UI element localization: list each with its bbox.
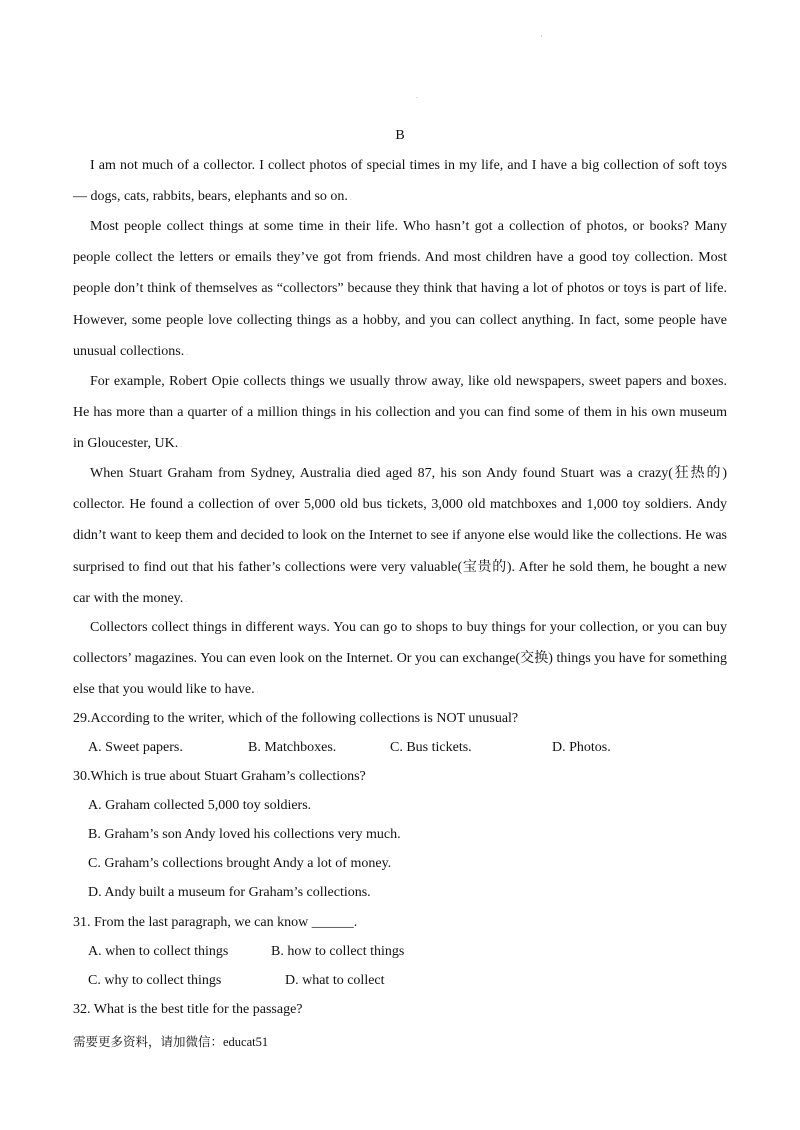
question-30-option-b: B. Graham’s son Andy loved his collections very much. <box>88 827 401 842</box>
question-30-option-d: D. Andy built a museum for Graham’s collections. <box>88 885 371 900</box>
question-30-option-a: A. Graham collected 5,000 toy soldiers. <box>88 798 312 813</box>
stray-mark: ' <box>541 34 543 42</box>
question-30-option-c: C. Graham’s collections brought Andy a lot of money. <box>88 856 392 871</box>
question-31-option-d: D. what to collect <box>285 973 385 988</box>
question-29-option-b: B. Matchboxes. <box>248 740 337 755</box>
question-31-stem: 31. From the last paragraph, we can know ______. <box>73 915 358 930</box>
question-32-stem: 32. What is the best title for the passage? <box>73 1002 303 1017</box>
question-31-option-c: C. why to collect things <box>88 973 222 988</box>
passage-paragraph: For example, Robert Opie collects things we usually throw away, like old newspapers, sweet papers and boxes. He has more than a quarter of a million things in his collection and you can find some of them in his own museum in Gloucester, UK. . <box>73 374 727 452</box>
question-30-stem: 30.Which is true about Stuart Graham’s collections? <box>73 769 366 784</box>
question-29-option-a: A. Sweet papers. <box>88 740 183 755</box>
passage-paragraph: Collectors collect things in different ways. You can go to shops to buy things for your collection, or you can buy collectors’ magazines. You can even look on the Internet. Or you can exchange(交换) things you have for something else that you would like to have. . <box>73 620 727 698</box>
stray-mark: . <box>416 92 418 100</box>
section-label: B <box>395 128 405 143</box>
footer-note: 需要更多资料，请加微信：educat51 <box>73 1035 269 1049</box>
question-29-stem: 29.According to the writer, which of the following collections is NOT unusual? <box>73 711 519 726</box>
question-31-option-a: A. when to collect things <box>88 944 229 959</box>
passage-paragraph: I am not much of a collector. I collect photos of special times in my life, and I have a big collection of soft toys — dogs, cats, rabbits, bears, elephants and so on. . <box>73 158 727 205</box>
question-31-option-b: B. how to collect things <box>271 944 405 959</box>
passage-paragraph: When Stuart Graham from Sydney, Australia died aged 87, his son Andy found Stuart was a crazy(狂热的) collector. He found a collection of over 5,000 old bus tickets, 3,000 old matchboxes and 1,000 toy soldiers. Andy didn’t want to keep them and decided to look on the Internet to see if anyone else would like the collections. He was surprised to find out that his father’s collections were very valuable(宝贵的). After he sold them, he bought a new car with the money. . <box>73 466 727 606</box>
question-29-option-d: D. Photos. <box>552 740 611 755</box>
question-29-option-c: C. Bus tickets. <box>390 740 472 755</box>
passage-paragraph: Most people collect things at some time in their life. Who hasn’t got a collection of photos, or books? Many people collect the letters or emails they’ve got from friends. And most children have a good toy collection. Most people don’t think of themselves as “collectors” because they think that having a lot of photos or toys is part of life. However, some people love collecting things as a hobby, and you can collect anything. In fact, some people have unusual collections. . <box>73 219 727 359</box>
